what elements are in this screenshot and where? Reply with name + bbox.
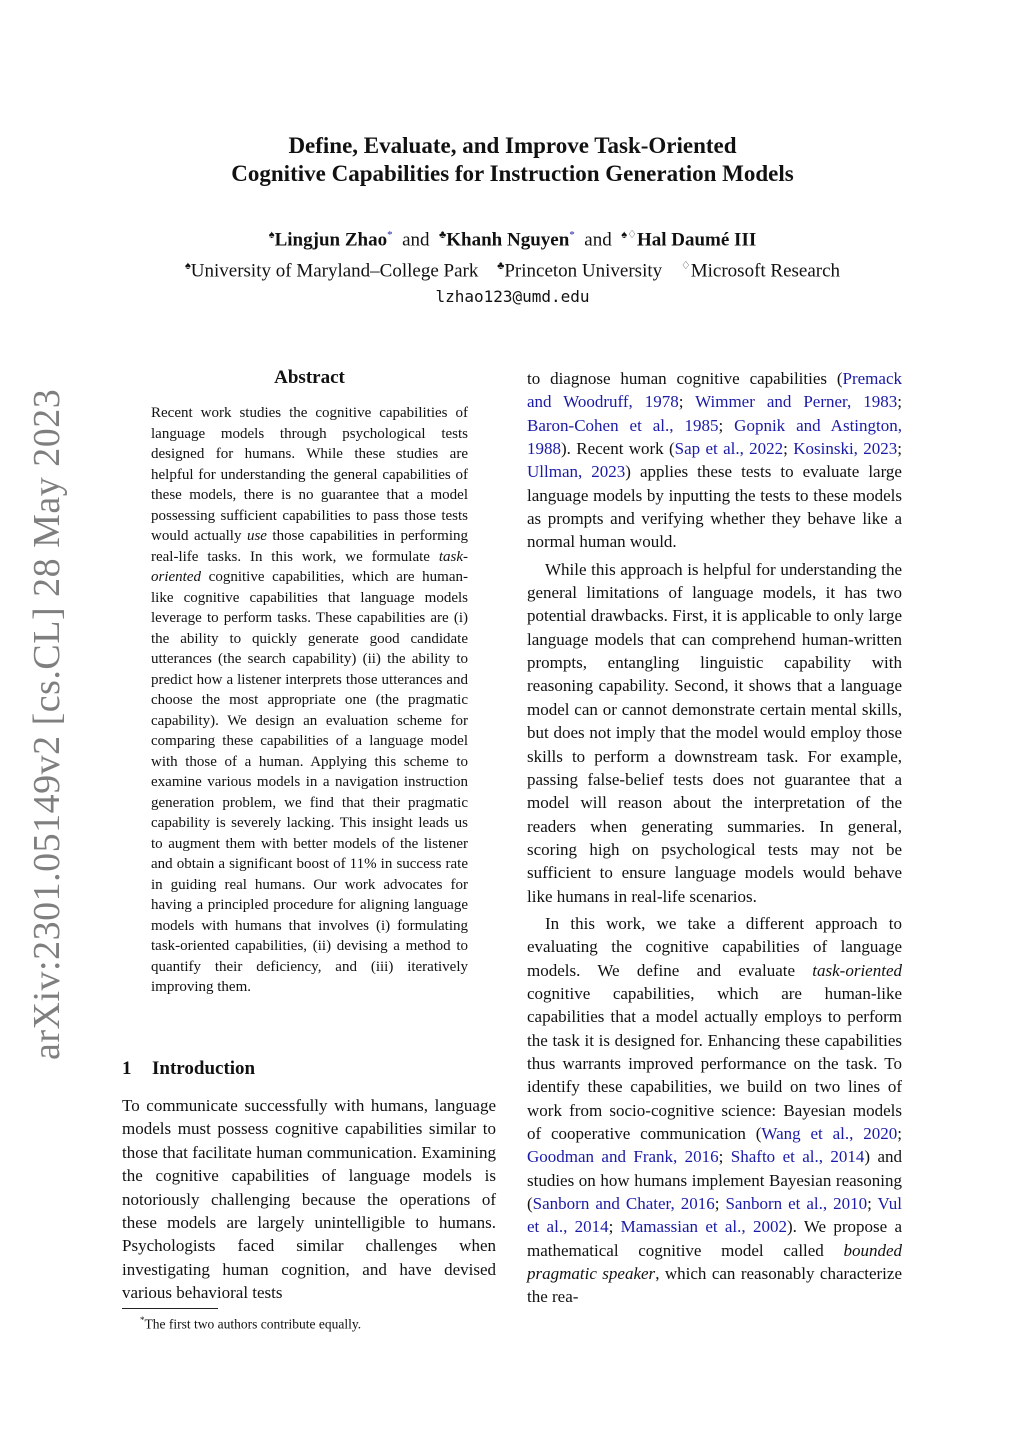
title-line-2: Cognitive Capabilities for Instruction Generation Models [231, 161, 794, 186]
abstract-heading: Abstract [274, 367, 345, 388]
citation-link[interactable]: Gopnik and Astington, 1988 [527, 415, 902, 459]
citation-link[interactable]: Sap et al., 2022 [674, 439, 784, 459]
equal-contribution-mark[interactable]: * [387, 229, 393, 241]
spade-symbol: ♠ [268, 229, 275, 241]
section-number: 1 [122, 1058, 132, 1079]
citation-link[interactable]: Ullman, 2023 [527, 462, 626, 482]
right-column-body [527, 367, 902, 1313]
author-name: Lingjun Zhao [274, 229, 388, 251]
club-symbol: ♣ [497, 260, 505, 272]
and-word: and [402, 229, 430, 251]
citation-link[interactable]: Premack and Woodruff, 1978 [527, 369, 902, 412]
spade-symbol: ♠ [621, 229, 628, 241]
paragraph: to diagnose human cognitive capabilities (Premack and Woodruff, 1978; Wimmer and Perner, 1983; Baron-Cohen et al., 1985; Gopnik and Astington, 1988). Recent work (Sap et al., 2022; Kosinski, 2023; Ullman, 2023) applies these tests to evaluate large language models by inputting the tests to these models as prompts and verifying whether they behave like a normal human would. [527, 369, 902, 552]
footnote: *The first two authors contribute equally. [140, 1315, 362, 1332]
affiliation: Microsoft Research [690, 260, 841, 282]
diamond-symbol: ♢ [627, 229, 637, 241]
citation-link[interactable]: Kosinski, 2023 [793, 439, 898, 459]
club-symbol: ♣ [439, 229, 447, 241]
citation-link[interactable]: Sanborn and Chater, 2016 [532, 1194, 715, 1214]
footnote-divider [122, 1308, 218, 1309]
citation-link[interactable]: Mamassian et al., 2002 [620, 1217, 787, 1237]
section-heading-introduction [122, 1056, 496, 1082]
citation-link[interactable]: Vul et al., 2014 [527, 1194, 903, 1237]
citation-link[interactable]: Goodman and Frank, 2016 [527, 1147, 719, 1167]
citation-link[interactable]: Wang et al., 2020 [761, 1124, 898, 1143]
author-list [130, 222, 895, 253]
paragraph: In this work, we take a different approach to evaluating the cognitive capabilities of language models. We define and evaluate task-oriented cognitive capabilities, which are human-like capabilities that a model actually employs to perform the task it is designed for. Enhancing these capabilities thus warrants improved performance on the task. To identify these capabilities, we build on two lines of work from socio-cognitive science: Bayesian models of cooperative communication (Wang et al., 2020; Goodman and Frank, 2016; Shafto et al., 2014) and studies on how humans implement Bayesian reasoning (Sanborn and Chater, 2016; Sanborn et al., 2010; Vul et al., 2014; Mamassian et al., 2002). We propose a mathematical cognitive model called bounded pragmatic speaker, which can reasonably characterize the rea- [527, 913, 903, 1307]
paragraph: While this approach is helpful for understanding the general limitations of language models, it has two potential drawbacks. First, it is applicable to only large language models that can comprehend human-written prompts, entangling linguistic capability with reasoning capability. Second, it shows that a language model can or cannot demonstrate certain mental skills, but does not imply that the model would employ those skills to perform a downstream task. For example, passing false-belief tests does not guarantee that a model will reason about the interpretation of the readers when generating summaries. In general, scoring high on psychological tests may not be sufficient to ensure language models would behave like humans in real-life scenarios. [527, 559, 902, 906]
paper-title [130, 132, 895, 188]
introduction-paragraph: To communicate successfully with humans, language models must possess cognitive capabilities similar to those that facilitate human communication. Examining the cognitive capabilities of language models is notoriously challenging because the operations of these models are largely unintelligible to humans. Psychologists faced similar challenges when investigating human cognition, and have devised various behavioral tests [122, 1096, 496, 1303]
affiliations [130, 253, 895, 284]
title-line-1: Define, Evaluate, and Improve Task-Oriented [288, 133, 737, 158]
author-email: lzhao123@umd.edu [435, 287, 590, 306]
section-title: Introduction [152, 1058, 256, 1079]
and-word: and [584, 229, 612, 251]
citation-link[interactable]: Wimmer and Perner, 1983 [695, 392, 898, 412]
citation-link[interactable]: Shafto et al., 2014 [730, 1147, 865, 1167]
equal-contribution-mark[interactable]: * [569, 229, 575, 241]
citation-link[interactable]: Baron-Cohen et al., 1985 [527, 415, 719, 435]
citation-link[interactable]: Sanborn et al., 2010 [725, 1194, 868, 1214]
affiliation: University of Maryland–College Park [190, 260, 479, 282]
diamond-symbol: ♢ [680, 260, 691, 272]
affiliation: Princeton University [504, 260, 663, 282]
author-name: Khanh Nguyen [446, 229, 570, 251]
author-name: Hal Daumé III [636, 229, 757, 251]
spade-symbol: ♠ [184, 260, 191, 272]
abstract-body: Recent work studies the cognitive capabilities of language models through psychological tests designed for humans. While these studies are helpful for understanding the general capabilities of these models, there is no guarantee that a model possessing sufficient capabilities to pass those tests would actually use those capabilities in performing real-life tasks. In this work, we formulate task-oriented cognitive capabilities, which are human-like cognitive capabilities that language models leverage to perform tasks. These capabilities are (i) the ability to quickly generate good candidate utterances (the search capability) (ii) the ability to predict how a listener interprets those utterances and choose the most appropriate one (the pragmatic capability). We design an evaluation scheme for comparing these capabilities of a language model with those of a human. Applying this scheme to examine various models in a navigation instruction generation problem, we find that their pragmatic capability is severely lacking. This insight leads us to augment them with better models of the listener and obtain a significant boost of 11% in success rate in guiding real humans. Our work advocates for having a principled procedure for aligning language models with humans that involves (i) formulating task-oriented capabilities, (ii) devising a method to quantify their deficiency, and (iii) iteratively improving them. [151, 405, 468, 995]
arxiv-sidebar-stamp: arXiv:2301.05149v2 [cs.CL] 28 May 2023 [26, 388, 68, 1060]
